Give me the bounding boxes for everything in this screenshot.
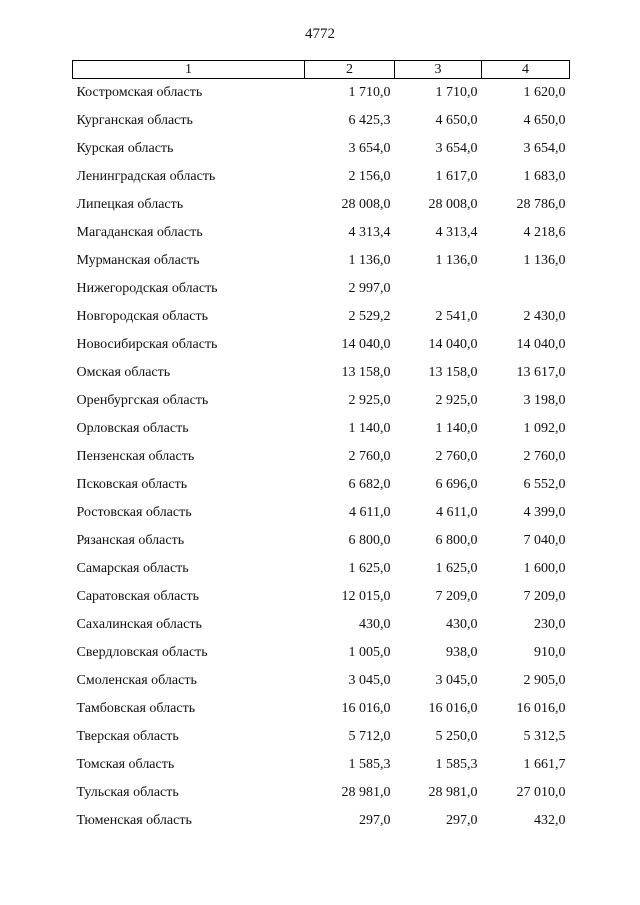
value-cell-col3: 13 158,0 — [428, 365, 478, 380]
region-name-cell: Ленинградская область — [76, 169, 216, 184]
region-name-cell: Рязанская область — [76, 533, 185, 548]
value-cell-col4: 28 786,0 — [516, 197, 566, 212]
value-cell-col3: 1 617,0 — [435, 169, 478, 184]
value-cell-col4: 13 617,0 — [516, 365, 566, 380]
value-cell-col3: 6 696,0 — [435, 477, 478, 492]
value-cell-col3: 430,0 — [446, 617, 478, 632]
value-cell-col2: 3 654,0 — [348, 141, 391, 156]
region-name-cell: Тульская область — [76, 785, 179, 800]
table-row — [73, 359, 570, 387]
value-cell-col2: 6 425,3 — [348, 113, 391, 128]
table-header-row — [73, 61, 570, 79]
value-cell-col4: 1 620,0 — [523, 85, 566, 100]
value-cell-col3: 3 654,0 — [435, 141, 478, 156]
region-name-cell: Нижегородская область — [76, 281, 218, 296]
value-cell-col2: 2 997,0 — [348, 281, 391, 296]
table-row — [73, 639, 570, 667]
region-name-cell: Свердловская область — [76, 645, 208, 660]
value-cell-col3: 14 040,0 — [428, 337, 478, 352]
value-cell-col3 — [395, 275, 482, 303]
value-cell-col2: 4 313,4 — [348, 225, 391, 240]
value-cell-col2: 6 800,0 — [348, 533, 391, 548]
table-row — [73, 191, 570, 219]
value-cell-col4: 1 600,0 — [523, 561, 566, 576]
value-cell-col3: 4 313,4 — [435, 225, 478, 240]
region-name-cell: Самарская область — [76, 561, 189, 576]
value-cell-col2: 1 005,0 — [348, 645, 391, 660]
value-cell-col2: 2 156,0 — [348, 169, 391, 184]
value-cell-col3: 2 760,0 — [435, 449, 478, 464]
region-name-cell: Тамбовская область — [76, 701, 196, 716]
table-row — [73, 779, 570, 807]
value-cell-col4: 2 760,0 — [523, 449, 566, 464]
value-cell-col3: 1 710,0 — [435, 85, 478, 100]
value-cell-col3: 28 008,0 — [428, 197, 478, 212]
table-row — [73, 555, 570, 583]
value-cell-col3: 3 045,0 — [435, 673, 478, 688]
table-row — [73, 751, 570, 779]
value-cell-col4: 3 654,0 — [523, 141, 566, 156]
value-cell-col4: 1 683,0 — [523, 169, 566, 184]
value-cell-col2: 13 158,0 — [341, 365, 391, 380]
value-cell-col3: 1 585,3 — [435, 757, 478, 772]
region-name-cell: Липецкая область — [76, 197, 184, 212]
page-number: 4772 — [305, 26, 335, 42]
value-cell-col4: 4 399,0 — [523, 505, 566, 520]
value-cell-col3: 1 625,0 — [435, 561, 478, 576]
value-cell-col4: 910,0 — [534, 645, 566, 660]
table-row — [73, 807, 570, 835]
value-cell-col2: 1 625,0 — [348, 561, 391, 576]
value-cell-col2: 2 925,0 — [348, 393, 391, 408]
value-cell-col2: 1 136,0 — [348, 253, 391, 268]
region-name-cell: Новосибирская область — [76, 337, 218, 352]
table-row — [73, 695, 570, 723]
region-name-cell: Мурманская область — [76, 253, 200, 268]
value-cell-col4: 2 905,0 — [523, 673, 566, 688]
value-cell-col4: 3 198,0 — [523, 393, 566, 408]
region-name-cell: Орловская область — [76, 421, 189, 436]
table-body — [73, 79, 570, 836]
table-row — [73, 443, 570, 471]
value-cell-col2: 297,0 — [359, 813, 391, 828]
value-cell-col4: 4 650,0 — [523, 113, 566, 128]
column-header-3: 3 — [395, 61, 482, 79]
region-name-cell: Ростовская область — [76, 505, 192, 520]
region-name-cell: Омская область — [76, 365, 171, 380]
table-row — [73, 331, 570, 359]
region-name-cell: Оренбургская область — [76, 393, 209, 408]
value-cell-col4: 14 040,0 — [516, 337, 566, 352]
value-cell-col2: 3 045,0 — [348, 673, 391, 688]
value-cell-col3: 5 250,0 — [435, 729, 478, 744]
table-row — [73, 611, 570, 639]
value-cell-col2: 14 040,0 — [341, 337, 391, 352]
value-cell-col3: 4 650,0 — [435, 113, 478, 128]
value-cell-col2: 12 015,0 — [341, 589, 391, 604]
table-row — [73, 247, 570, 275]
table-row — [73, 79, 570, 108]
value-cell-col2: 16 016,0 — [341, 701, 391, 716]
table-row — [73, 275, 570, 303]
value-cell-col4: 5 312,5 — [523, 729, 566, 744]
value-cell-col4: 7 040,0 — [523, 533, 566, 548]
column-header-4: 4 — [482, 61, 570, 79]
value-cell-col4: 16 016,0 — [516, 701, 566, 716]
table-row — [73, 303, 570, 331]
regions-table — [72, 60, 570, 835]
table-row — [73, 499, 570, 527]
value-cell-col4: 4 218,6 — [523, 225, 566, 240]
table-row — [73, 163, 570, 191]
value-cell-col3: 2 925,0 — [435, 393, 478, 408]
value-cell-col2: 1 585,3 — [348, 757, 391, 772]
table-row — [73, 107, 570, 135]
region-name-cell: Курская область — [76, 141, 174, 156]
region-name-cell: Саратовская область — [76, 589, 200, 604]
value-cell-col3: 1 140,0 — [435, 421, 478, 436]
value-cell-col4 — [482, 275, 570, 303]
value-cell-col3: 4 611,0 — [436, 505, 478, 520]
value-cell-col3: 938,0 — [446, 645, 478, 660]
value-cell-col2: 1 710,0 — [348, 85, 391, 100]
table-row — [73, 415, 570, 443]
value-cell-col2: 28 981,0 — [341, 785, 391, 800]
value-cell-col2: 430,0 — [359, 617, 391, 632]
table-row — [73, 583, 570, 611]
table-row — [73, 667, 570, 695]
region-name-cell: Сахалинская область — [76, 617, 202, 632]
value-cell-col3: 7 209,0 — [435, 589, 478, 604]
region-name-cell: Псковская область — [76, 477, 188, 492]
table-row — [73, 527, 570, 555]
table-row — [73, 219, 570, 247]
region-name-cell: Пензенская область — [76, 449, 195, 464]
value-cell-col2: 1 140,0 — [348, 421, 391, 436]
value-cell-col3: 297,0 — [446, 813, 478, 828]
table-row — [73, 471, 570, 499]
value-cell-col3: 28 981,0 — [428, 785, 478, 800]
value-cell-col4: 1 136,0 — [523, 253, 566, 268]
value-cell-col2: 4 611,0 — [349, 505, 391, 520]
value-cell-col4: 1 092,0 — [523, 421, 566, 436]
column-header-2: 2 — [305, 61, 395, 79]
value-cell-col4: 1 661,7 — [523, 757, 566, 772]
region-name-cell: Новгородская область — [76, 309, 208, 324]
value-cell-col4: 7 209,0 — [523, 589, 566, 604]
value-cell-col2: 5 712,0 — [348, 729, 391, 744]
value-cell-col4: 432,0 — [534, 813, 566, 828]
value-cell-col3: 1 136,0 — [435, 253, 478, 268]
value-cell-col2: 2 760,0 — [348, 449, 391, 464]
value-cell-col2: 6 682,0 — [348, 477, 391, 492]
column-header-1: 1 — [73, 61, 305, 79]
region-name-cell: Тверская область — [76, 729, 179, 744]
region-name-cell: Тюменская область — [76, 813, 192, 828]
table-row — [73, 135, 570, 163]
value-cell-col4: 230,0 — [534, 617, 566, 632]
value-cell-col2: 28 008,0 — [341, 197, 391, 212]
region-name-cell: Томская область — [76, 757, 175, 772]
region-name-cell: Магаданская область — [76, 225, 203, 240]
value-cell-col2: 2 529,2 — [348, 309, 391, 324]
value-cell-col3: 2 541,0 — [435, 309, 478, 324]
region-name-cell: Костромская область — [76, 85, 203, 100]
value-cell-col4: 27 010,0 — [516, 785, 566, 800]
value-cell-col3: 16 016,0 — [428, 701, 478, 716]
value-cell-col4: 2 430,0 — [523, 309, 566, 324]
table-row — [73, 723, 570, 751]
value-cell-col4: 6 552,0 — [523, 477, 566, 492]
value-cell-col3: 6 800,0 — [435, 533, 478, 548]
region-name-cell: Смоленская область — [76, 673, 197, 688]
region-name-cell: Курганская область — [76, 113, 193, 128]
table-row — [73, 387, 570, 415]
